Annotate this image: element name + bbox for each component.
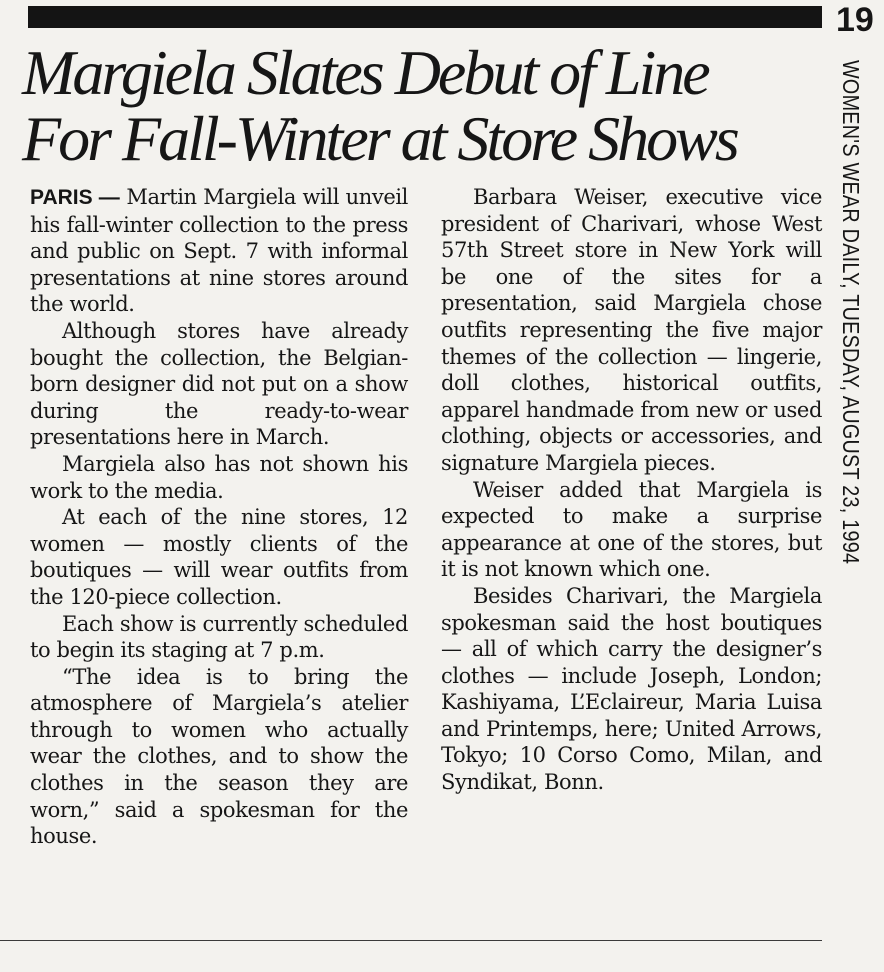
bottom-rule — [0, 940, 822, 941]
article-column-right — [441, 184, 822, 796]
article-paragraph: At each of the nine stores, 12 women — mostly clients of the boutiques — will wear outfits from the 120-piece collection. — [30, 505, 408, 609]
article-paragraph: “The idea is to bring the atmosphere of Margiela’s atelier through to women who actually wear the clothes, and to show the clothes in the season they are worn,” said a spokesman for the house. — [30, 664, 408, 849]
article-paragraph — [30, 184, 408, 318]
headline-line-1: Margiela Slates Debut of Line — [22, 37, 708, 108]
article-paragraph: Margiela also has not shown his work to the media. — [30, 451, 408, 503]
publication-dateline: WOMEN'S WEAR DAILY, TUESDAY, AUGUST 23, 1994 — [838, 60, 864, 565]
page-number: 19 — [836, 1, 874, 39]
headline — [22, 37, 822, 174]
article-paragraph: Barbara Weiser, executive vice president of Charivari, whose West 57th Street store in New York will be one of the sites for a presentation, said Margiela chose outfits representing the five major themes of the collection — lingerie, doll clothes, historical outfits, apparel handmade from new or used clothing, objects or accessories, and signature Margiela pieces. — [441, 185, 822, 475]
article-paragraph: Each show is currently scheduled to begin its staging at 7 p.m. — [30, 611, 408, 663]
top-rule — [28, 6, 822, 28]
paragraph-text: Martin Margiela will unveil his fall-winter collection to the press and public on Sept. 7 with informal presentations at nine stores around the world. — [30, 185, 408, 317]
article-paragraph: Weiser added that Margiela is expected to make a surprise appearance at one of the stores, but it is not known which one. — [441, 477, 822, 582]
article-paragraph: Although stores have already bought the collection, the Belgian-born designer did not put on a show during the ready-to-wear presentations here in March. — [30, 318, 408, 450]
article-column-left — [30, 184, 408, 850]
article-dateline: PARIS — — [30, 186, 120, 209]
article-paragraph: Besides Charivari, the Margiela spokesman said the host boutiques — all of which carry the designer’s clothes — include Joseph, London; Kashiyama, L’Eclaireur, Maria Luisa and Printemps, here; United Arrows, Tokyo; 10 Corso Como, Milan, and Syndikat, Bonn. — [441, 583, 822, 795]
headline-line-2: For Fall-Winter at Store Shows — [22, 103, 737, 174]
